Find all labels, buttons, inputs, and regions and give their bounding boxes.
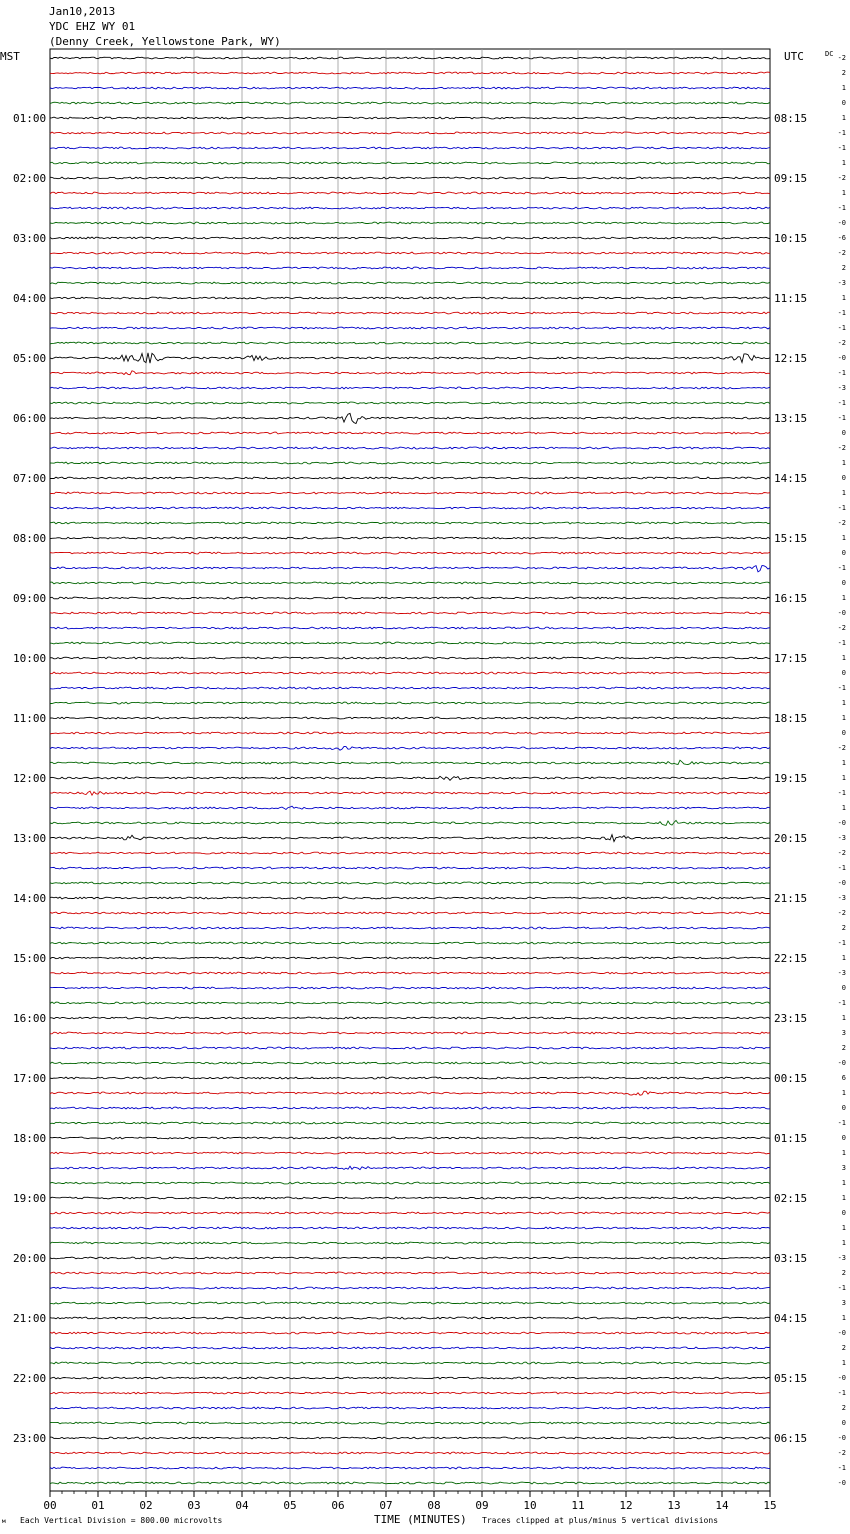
seismic-trace	[50, 867, 770, 869]
clip-note: Traces clipped at plus/minus 5 vertical divisions	[482, 1516, 719, 1525]
seismic-trace	[50, 1272, 770, 1274]
seismic-trace	[50, 820, 770, 825]
seismic-trace	[50, 327, 770, 329]
seismic-trace	[50, 507, 770, 509]
seismic-trace	[50, 1377, 770, 1379]
dc-offset-value: -2	[837, 1449, 846, 1457]
seismic-trace	[50, 147, 770, 149]
utc-hour-label: 14:15	[774, 472, 808, 485]
dc-offset-value: 2	[841, 1044, 846, 1052]
dc-offset-value: -2	[837, 624, 846, 632]
dc-offset-value: 0	[841, 474, 846, 482]
x-axis-title: TIME (MINUTES)	[374, 1513, 467, 1526]
seismic-trace	[50, 657, 770, 659]
dc-offset-value: -0	[837, 819, 846, 827]
dc-offset-value: 1	[841, 654, 846, 662]
utc-hour-label: 01:15	[774, 1132, 808, 1145]
seismic-trace	[50, 132, 770, 134]
dc-offset-value: -1	[837, 939, 846, 947]
dc-offset-value: 3	[841, 1029, 846, 1037]
x-tick-label: 02	[139, 1499, 153, 1512]
mst-axis-label: MST	[0, 50, 20, 63]
dc-offset-value: 1	[841, 699, 846, 707]
seismic-trace	[50, 642, 770, 644]
seismic-trace	[50, 760, 770, 764]
seismic-trace	[50, 1242, 770, 1244]
seismic-trace	[50, 1302, 770, 1304]
seismic-trace	[50, 477, 770, 479]
dc-offset-value: -3	[837, 834, 846, 842]
dc-offset-value: -0	[837, 219, 846, 227]
dc-offset-value: -3	[837, 1254, 846, 1262]
dc-offset-value: -0	[837, 879, 846, 887]
seismic-trace	[50, 1137, 770, 1139]
dc-offset-value: -1	[837, 1464, 846, 1472]
dc-offset-value: -2	[837, 339, 846, 347]
utc-hour-label: 23:15	[774, 1012, 808, 1025]
dc-offset-value: 1	[841, 159, 846, 167]
seismic-trace	[50, 371, 770, 375]
dc-offset-value: -1	[837, 864, 846, 872]
seismic-trace	[50, 806, 770, 809]
utc-hour-label: 05:15	[774, 1372, 808, 1385]
utc-hour-label: 00:15	[774, 1072, 808, 1085]
dc-offset-value: -0	[837, 1479, 846, 1487]
dc-offset-value: -2	[837, 909, 846, 917]
dc-offset-value: -2	[837, 519, 846, 527]
dc-offset-value: 1	[841, 489, 846, 497]
dc-offset-value: -2	[837, 174, 846, 182]
dc-offset-value: 1	[841, 1224, 846, 1232]
scale-note: Each Vertical Division = 800.00 microvolts	[20, 1516, 223, 1525]
seismic-trace	[50, 1362, 770, 1364]
dc-offset-value: 1	[841, 1314, 846, 1322]
utc-hour-label: 04:15	[774, 1312, 808, 1325]
dc-offset-value: 0	[841, 429, 846, 437]
x-tick-label: 07	[379, 1499, 393, 1512]
dc-offset-value: 0	[841, 1419, 846, 1427]
dc-offset-value: -2	[837, 849, 846, 857]
scale-mark: м	[2, 1518, 6, 1525]
x-tick-label: 13	[667, 1499, 681, 1512]
seismic-trace	[50, 1062, 770, 1064]
seismic-trace	[50, 1392, 770, 1394]
dc-offset-value: 1	[841, 714, 846, 722]
utc-hour-label: 12:15	[774, 352, 808, 365]
dc-offset-value: -3	[837, 384, 846, 392]
seismic-trace	[50, 1017, 770, 1019]
seismic-trace	[50, 1197, 770, 1199]
mst-hour-label: 23:00	[13, 1432, 47, 1445]
mst-hour-label: 15:00	[13, 952, 47, 965]
seismic-trace	[50, 582, 770, 584]
dc-offset-value: 1	[841, 1359, 846, 1367]
dc-offset-value: 1	[841, 774, 846, 782]
seismic-trace	[50, 597, 770, 599]
seismic-trace	[50, 447, 770, 449]
dc-offset-value: -0	[837, 609, 846, 617]
mst-hour-label: 21:00	[13, 1312, 47, 1325]
dc-offset-value: -1	[837, 309, 846, 317]
seismic-trace	[50, 1347, 770, 1349]
dc-offset-value: 2	[841, 264, 846, 272]
utc-hour-label: 03:15	[774, 1252, 808, 1265]
dc-offset-value: 0	[841, 669, 846, 677]
dc-offset-value: -1	[837, 144, 846, 152]
utc-hour-label: 11:15	[774, 292, 808, 305]
dc-offset-value: -3	[837, 969, 846, 977]
seismic-trace	[50, 1452, 770, 1454]
seismic-trace	[50, 835, 770, 842]
dc-offset-value: -1	[837, 399, 846, 407]
dc-offset-value: 1	[841, 114, 846, 122]
seismic-trace	[50, 1047, 770, 1049]
dc-offset-value: -1	[837, 324, 846, 332]
seismic-trace	[50, 162, 770, 164]
seismic-trace	[50, 207, 770, 209]
dc-offset-value: 0	[841, 1209, 846, 1217]
seismic-trace	[50, 492, 770, 494]
dc-offset-value: 1	[841, 594, 846, 602]
dc-offset-value: -6	[837, 234, 846, 242]
dc-offset-value: -2	[837, 54, 846, 62]
seismic-trace	[50, 566, 770, 572]
seismic-trace	[50, 402, 770, 404]
seismic-trace	[50, 252, 770, 254]
seismic-trace	[50, 1332, 770, 1334]
mst-hour-label: 11:00	[13, 712, 47, 725]
x-tick-label: 11	[571, 1499, 585, 1512]
seismic-trace	[50, 882, 770, 884]
seismic-trace	[50, 1257, 770, 1259]
dc-offset-value: 0	[841, 579, 846, 587]
seismic-trace	[50, 1122, 770, 1124]
mst-hour-label: 13:00	[13, 832, 47, 845]
seismic-trace	[50, 1166, 770, 1169]
dc-offset-value: 1	[841, 1014, 846, 1022]
utc-hour-label: 16:15	[774, 592, 808, 605]
seismic-trace	[50, 1152, 770, 1154]
dc-offset-value: -1	[837, 1284, 846, 1292]
dc-offset-value: 2	[841, 69, 846, 77]
seismic-trace	[50, 552, 770, 554]
seismic-trace	[50, 267, 770, 269]
x-tick-label: 15	[763, 1499, 777, 1512]
mst-hour-label: 07:00	[13, 472, 47, 485]
x-tick-label: 09	[475, 1499, 489, 1512]
dc-offset-value: -1	[837, 1119, 846, 1127]
seismic-trace	[50, 1482, 770, 1484]
dc-offset-value: -2	[837, 249, 846, 257]
seismic-trace	[50, 413, 770, 423]
mst-hour-label: 18:00	[13, 1132, 47, 1145]
seismic-trace	[50, 57, 770, 59]
dc-offset-value: -0	[837, 1059, 846, 1067]
mst-hour-label: 19:00	[13, 1192, 47, 1205]
dc-offset-value: -0	[837, 1374, 846, 1382]
dc-offset-value: 0	[841, 549, 846, 557]
seismic-trace	[50, 353, 770, 363]
seismic-trace	[50, 1287, 770, 1289]
mst-hour-label: 06:00	[13, 412, 47, 425]
utc-hour-label: 10:15	[774, 232, 808, 245]
x-tick-label: 10	[523, 1499, 537, 1512]
seismic-trace	[50, 687, 770, 689]
utc-hour-label: 02:15	[774, 1192, 808, 1205]
seismic-trace	[50, 222, 770, 224]
dc-offset-value: -3	[837, 894, 846, 902]
dc-offset-value: -1	[837, 999, 846, 1007]
seismic-trace	[50, 732, 770, 734]
mst-hour-label: 09:00	[13, 592, 47, 605]
dc-offset-value: -1	[837, 129, 846, 137]
dc-offset-value: 1	[841, 459, 846, 467]
mst-hour-label: 20:00	[13, 1252, 47, 1265]
dc-offset-value: 1	[841, 804, 846, 812]
x-tick-label: 03	[187, 1499, 201, 1512]
utc-hour-label: 18:15	[774, 712, 808, 725]
dc-offset-value: 1	[841, 534, 846, 542]
seismic-trace	[50, 1467, 770, 1469]
utc-hour-label: 17:15	[774, 652, 808, 665]
utc-hour-label: 06:15	[774, 1432, 808, 1445]
station-location: (Denny Creek, Yellowstone Park, WY)	[49, 35, 281, 48]
mst-hour-label: 01:00	[13, 112, 47, 125]
utc-hour-label: 08:15	[774, 112, 808, 125]
mst-hour-label: 14:00	[13, 892, 47, 905]
seismic-trace	[50, 1182, 770, 1184]
dc-offset-value: -0	[837, 354, 846, 362]
dc-offset-value: 6	[841, 1074, 846, 1082]
utc-hour-label: 15:15	[774, 532, 808, 545]
utc-hour-label: 22:15	[774, 952, 808, 965]
mst-hour-label: 02:00	[13, 172, 47, 185]
mst-hour-label: 03:00	[13, 232, 47, 245]
dc-offset-value: 0	[841, 729, 846, 737]
dc-offset-value: 1	[841, 84, 846, 92]
dc-offset-value: -1	[837, 564, 846, 572]
seismic-trace	[50, 1107, 770, 1109]
seismic-trace	[50, 522, 770, 524]
mst-hour-label: 12:00	[13, 772, 47, 785]
dc-offset-value: 2	[841, 1344, 846, 1352]
seismic-trace	[50, 1422, 770, 1424]
seismic-trace	[50, 747, 770, 751]
seismic-trace	[50, 282, 770, 284]
seismic-trace	[50, 1227, 770, 1229]
seismic-trace	[50, 1032, 770, 1034]
seismic-trace	[50, 972, 770, 974]
utc-hour-label: 21:15	[774, 892, 808, 905]
seismic-trace	[50, 102, 770, 104]
dc-label: DC	[825, 50, 834, 58]
mst-hour-label: 10:00	[13, 652, 47, 665]
seismic-trace	[50, 237, 770, 239]
utc-axis-label: UTC	[784, 50, 804, 63]
mst-hour-label: 16:00	[13, 1012, 47, 1025]
dc-offset-value: 2	[841, 1269, 846, 1277]
seismic-trace	[50, 177, 770, 179]
utc-hour-label: 19:15	[774, 772, 808, 785]
x-tick-label: 01	[91, 1499, 105, 1512]
seismic-trace	[50, 1077, 770, 1079]
mst-hour-label: 05:00	[13, 352, 47, 365]
seismic-trace	[50, 627, 770, 629]
dc-offset-value: -1	[837, 684, 846, 692]
seismic-trace	[50, 612, 770, 614]
plot-frame	[50, 49, 770, 1491]
dc-offset-value: 1	[841, 189, 846, 197]
x-tick-label: 00	[43, 1499, 57, 1512]
seismic-trace	[50, 87, 770, 89]
dc-offset-value: 2	[841, 924, 846, 932]
seismic-trace	[50, 1212, 770, 1214]
utc-hour-label: 20:15	[774, 832, 808, 845]
seismic-trace	[50, 1437, 770, 1439]
utc-hour-label: 09:15	[774, 172, 808, 185]
dc-offset-value: 0	[841, 1104, 846, 1112]
seismic-trace	[50, 537, 770, 539]
dc-offset-value: 1	[841, 294, 846, 302]
seismic-trace	[50, 912, 770, 914]
seismic-trace	[50, 852, 770, 854]
dc-offset-value: -1	[837, 639, 846, 647]
seismic-trace	[50, 1002, 770, 1004]
dc-offset-value: -2	[837, 744, 846, 752]
seismic-trace	[50, 312, 770, 314]
mst-hour-label: 22:00	[13, 1372, 47, 1385]
dc-offset-value: -1	[837, 414, 846, 422]
plot-date: Jan10,2013	[49, 5, 116, 18]
seismic-trace	[50, 776, 770, 780]
dc-offset-value: -1	[837, 789, 846, 797]
x-tick-label: 05	[283, 1499, 297, 1512]
dc-offset-value: -1	[837, 1389, 846, 1397]
dc-offset-value: -3	[837, 279, 846, 287]
seismic-trace	[50, 942, 770, 944]
seismic-trace	[50, 702, 770, 704]
dc-offset-value: 1	[841, 1239, 846, 1247]
x-tick-label: 04	[235, 1499, 249, 1512]
dc-offset-value: 1	[841, 954, 846, 962]
seismic-trace	[50, 791, 770, 795]
seismic-trace	[50, 1407, 770, 1409]
dc-offset-value: -0	[837, 1434, 846, 1442]
mst-hour-label: 17:00	[13, 1072, 47, 1085]
seismic-trace	[50, 672, 770, 674]
seismic-trace	[50, 192, 770, 194]
mst-hour-label: 08:00	[13, 532, 47, 545]
x-tick-label: 12	[619, 1499, 633, 1512]
seismic-trace	[50, 72, 770, 74]
dc-offset-value: 3	[841, 1164, 846, 1172]
seismic-trace	[50, 432, 770, 434]
dc-offset-value: 0	[841, 984, 846, 992]
x-tick-label: 08	[427, 1499, 441, 1512]
dc-offset-value: 1	[841, 759, 846, 767]
station-code: YDC EHZ WY 01	[49, 20, 136, 33]
dc-offset-value: -1	[837, 204, 846, 212]
seismic-trace	[50, 927, 770, 929]
seismic-trace	[50, 387, 770, 389]
dc-offset-value: 1	[841, 1179, 846, 1187]
seismic-trace	[50, 1091, 770, 1095]
seismic-trace	[50, 117, 770, 119]
dc-offset-value: 0	[841, 1134, 846, 1142]
seismic-trace	[50, 1317, 770, 1319]
seismic-trace	[50, 297, 770, 299]
dc-offset-value: -1	[837, 369, 846, 377]
seismic-trace	[50, 957, 770, 959]
utc-hour-label: 13:15	[774, 412, 808, 425]
dc-offset-value: -0	[837, 1329, 846, 1337]
dc-offset-value: 1	[841, 1194, 846, 1202]
x-tick-label: 06	[331, 1499, 345, 1512]
dc-offset-value: 3	[841, 1299, 846, 1307]
dc-offset-value: 1	[841, 1149, 846, 1157]
dc-offset-value: 0	[841, 99, 846, 107]
mst-hour-label: 04:00	[13, 292, 47, 305]
seismic-trace	[50, 342, 770, 344]
x-tick-label: 14	[715, 1499, 729, 1512]
dc-offset-value: -2	[837, 444, 846, 452]
dc-offset-value: 2	[841, 1404, 846, 1412]
seismic-trace	[50, 717, 770, 719]
seismic-trace	[50, 462, 770, 464]
dc-offset-value: 1	[841, 1089, 846, 1097]
dc-offset-value: -1	[837, 504, 846, 512]
seismic-trace	[50, 987, 770, 989]
seismic-trace	[50, 897, 770, 899]
